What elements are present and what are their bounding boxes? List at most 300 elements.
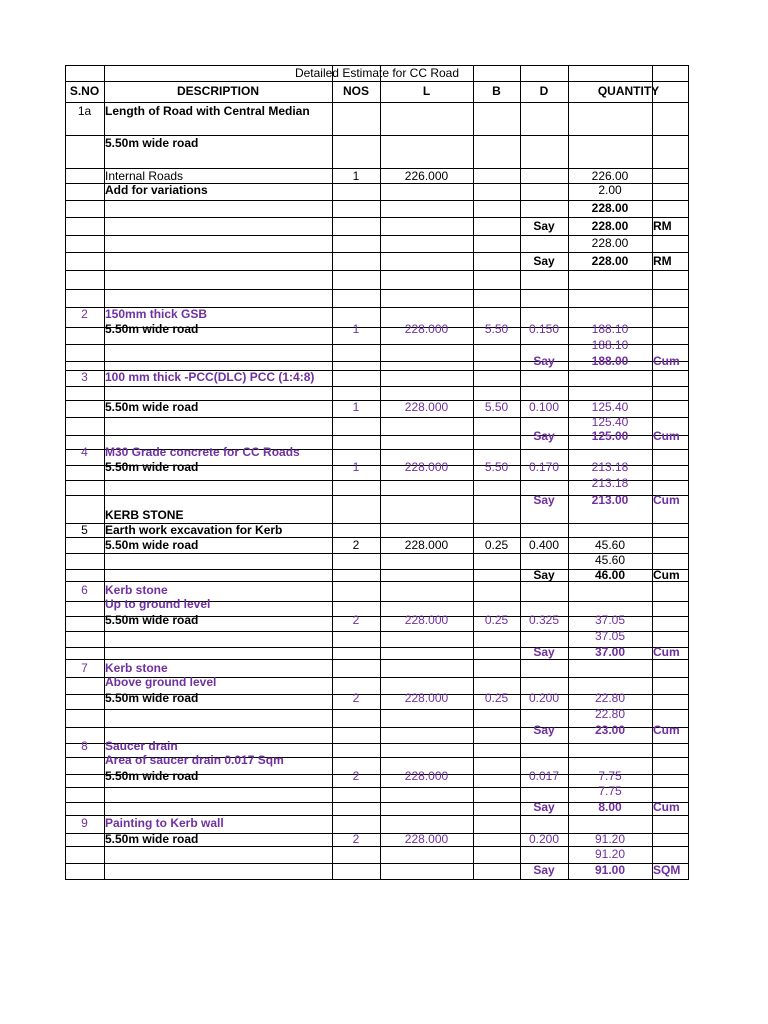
cell-quantity: 91.00 — [594, 863, 626, 877]
cell-d — [520, 847, 568, 861]
cell-quantity: 46.00 — [594, 568, 626, 582]
cell-unit — [653, 136, 688, 150]
cell-nos — [332, 800, 380, 814]
row-rule-14 — [65, 386, 689, 387]
cell-say: Say — [533, 219, 555, 233]
cell-quantity: 22.80 — [594, 691, 626, 705]
cell-d — [520, 661, 568, 675]
cell-b — [473, 183, 520, 197]
header-sno: S.NO — [69, 84, 100, 98]
cell-d — [520, 236, 568, 250]
cell-sno — [65, 201, 104, 215]
cell-sno — [65, 136, 104, 150]
cell-b — [473, 523, 520, 537]
cell-quantity — [568, 523, 652, 537]
cell-d — [520, 169, 568, 183]
cell-unit — [653, 400, 688, 414]
cell-nos — [332, 415, 380, 429]
cell-quantity: 7.75 — [598, 784, 622, 798]
cell-sno — [65, 707, 104, 721]
cell-nos — [332, 445, 380, 459]
cell-unit — [653, 784, 688, 798]
row-rule-7 — [65, 270, 689, 271]
header-l: L — [422, 84, 431, 98]
cell-description — [105, 415, 331, 429]
cell-l — [380, 354, 473, 368]
cell-quantity — [568, 136, 652, 150]
cell-sno — [65, 493, 104, 507]
cell-description: 5.50m wide road — [105, 538, 199, 552]
cell-nos — [332, 739, 380, 753]
cell-unit — [653, 769, 688, 783]
cell-sno — [65, 429, 104, 443]
cell-sno: 8 — [81, 739, 88, 753]
cell-description — [105, 800, 331, 814]
cell-unit — [653, 201, 688, 215]
cell-unit — [653, 523, 688, 537]
header-b: B — [492, 84, 501, 98]
cell-sno — [65, 863, 104, 877]
cell-quantity — [568, 370, 652, 384]
cell-quantity — [568, 753, 652, 767]
title-rule — [65, 81, 689, 82]
cell-quantity: 37.05 — [594, 613, 626, 627]
cell-unit — [653, 104, 688, 118]
cell-d — [520, 201, 568, 215]
cell-description: 5.50m wide road — [105, 460, 199, 474]
cell-say: Say — [533, 863, 555, 877]
cell-unit: Cum — [653, 493, 680, 507]
cell-description — [105, 723, 331, 737]
cell-description-line2: Up to ground level — [105, 597, 211, 611]
cell-b — [473, 832, 520, 846]
cell-sno — [65, 183, 104, 197]
cell-b: 5.50 — [484, 322, 509, 336]
cell-quantity: 37.00 — [594, 645, 626, 659]
cell-sno: 5 — [81, 523, 88, 537]
cell-l — [380, 338, 473, 352]
cell-d — [520, 784, 568, 798]
cell-d — [520, 707, 568, 721]
cell-d — [520, 739, 568, 753]
cell-quantity: 188.00 — [591, 354, 629, 368]
cell-quantity: 188.10 — [591, 338, 629, 352]
cell-l: 228.000 — [404, 691, 449, 705]
cell-l — [380, 629, 473, 643]
cell-quantity: 125.40 — [591, 415, 629, 429]
cell-unit — [653, 508, 688, 522]
cell-sno — [65, 800, 104, 814]
cell-sno — [65, 691, 104, 705]
cell-quantity: 23.00 — [594, 723, 626, 737]
cell-nos: 2 — [352, 691, 360, 705]
cell-b — [473, 508, 520, 522]
cell-description — [105, 784, 331, 798]
cell-l — [380, 661, 473, 675]
cell-description — [105, 847, 331, 861]
cell-description — [105, 707, 331, 721]
sheet-title: Detailed Estimate for CC Road — [294, 66, 460, 80]
cell-b — [473, 254, 520, 268]
cell-nos: 1 — [352, 460, 360, 474]
cell-nos — [332, 707, 380, 721]
cell-quantity: 226.00 — [591, 169, 629, 183]
header-d: D — [539, 84, 549, 98]
cell-unit: Cum — [653, 568, 680, 582]
cell-description — [105, 254, 331, 268]
cell-quantity: 228.00 — [591, 236, 629, 250]
cell-l — [380, 863, 473, 877]
cell-sno — [65, 723, 104, 737]
cell-nos: 2 — [352, 613, 360, 627]
row-rule-8 — [65, 289, 689, 290]
cell-l — [380, 583, 473, 597]
cell-description: Kerb stone — [105, 583, 168, 597]
cell-b — [473, 769, 520, 783]
cell-unit — [653, 583, 688, 597]
cell-description — [105, 201, 331, 215]
cell-say: Say — [533, 354, 555, 368]
cell-b — [473, 568, 520, 582]
cell-l — [380, 800, 473, 814]
header-rule — [65, 102, 689, 103]
cell-quantity: 37.05 — [594, 629, 626, 643]
cell-unit: Cum — [653, 429, 680, 443]
cell-description: Length of Road with Central Median — [105, 104, 310, 118]
cell-quantity: 8.00 — [598, 800, 622, 814]
cell-b — [473, 553, 520, 567]
cell-nos — [332, 370, 380, 384]
cell-l — [380, 847, 473, 861]
cell-b — [473, 493, 520, 507]
cell-quantity: 125.00 — [591, 429, 629, 443]
cell-l — [380, 370, 473, 384]
cell-say: Say — [533, 429, 555, 443]
cell-sno — [65, 415, 104, 429]
cell-d — [520, 583, 568, 597]
cell-l — [380, 645, 473, 659]
cell-nos: 1 — [352, 400, 360, 414]
cell-b — [473, 338, 520, 352]
cell-unit: Cum — [653, 800, 680, 814]
cell-description: 5.50m wide road — [105, 136, 199, 150]
cell-nos — [332, 583, 380, 597]
cell-nos — [332, 338, 380, 352]
cell-b — [473, 169, 520, 183]
cell-sno — [65, 322, 104, 336]
cell-b — [473, 661, 520, 675]
cell-sno — [65, 769, 104, 783]
cell-nos — [332, 568, 380, 582]
cell-b — [473, 847, 520, 861]
cell-l: 226.000 — [404, 169, 449, 183]
cell-b — [473, 445, 520, 459]
cell-l: 228.000 — [404, 832, 449, 846]
cell-unit — [653, 832, 688, 846]
cell-quantity: 45.60 — [594, 538, 626, 552]
cell-sno — [65, 254, 104, 268]
cell-l: 228.000 — [404, 322, 449, 336]
cell-b — [473, 800, 520, 814]
cell-l — [380, 201, 473, 215]
cell-quantity — [568, 104, 652, 118]
cell-unit — [653, 445, 688, 459]
cell-d — [520, 445, 568, 459]
cell-b — [473, 816, 520, 830]
cell-quantity: 213.18 — [591, 476, 629, 490]
cell-d — [520, 104, 568, 118]
cell-l: 228.000 — [404, 400, 449, 414]
cell-nos — [332, 429, 380, 443]
cell-description — [105, 568, 331, 582]
cell-unit — [653, 753, 688, 767]
cell-quantity: 91.20 — [594, 832, 626, 846]
cell-say: Say — [533, 493, 555, 507]
cell-d: 0.200 — [528, 832, 560, 846]
cell-unit — [653, 307, 688, 321]
cell-l — [380, 753, 473, 767]
cell-d — [520, 136, 568, 150]
cell-nos — [332, 354, 380, 368]
cell-nos — [332, 753, 380, 767]
cell-quantity — [568, 508, 652, 522]
cell-description — [105, 219, 331, 233]
cell-d — [520, 816, 568, 830]
cell-b — [473, 219, 520, 233]
cell-b: 5.50 — [484, 460, 509, 474]
cell-description: 5.50m wide road — [105, 613, 199, 627]
header-quantity: QUANTITY — [597, 84, 660, 98]
cell-description: 5.50m wide road — [105, 769, 199, 783]
cell-description: 100 mm thick -PCC(DLC) PCC (1:4:8) — [105, 370, 315, 384]
cell-unit — [653, 629, 688, 643]
cell-say: Say — [533, 568, 555, 582]
cell-l — [380, 816, 473, 830]
cell-nos — [332, 847, 380, 861]
cell-sno: 3 — [81, 370, 88, 384]
cell-b — [473, 429, 520, 443]
cell-description — [105, 338, 331, 352]
cell-l — [380, 568, 473, 582]
header-nos: NOS — [342, 84, 369, 98]
cell-unit — [653, 661, 688, 675]
cell-description: 5.50m wide road — [105, 400, 199, 414]
cell-description — [105, 429, 331, 443]
cell-description: 5.50m wide road — [105, 322, 199, 336]
cell-b — [473, 707, 520, 721]
cell-l — [380, 445, 473, 459]
cell-nos — [332, 723, 380, 737]
cell-nos — [332, 183, 380, 197]
cell-nos — [332, 553, 380, 567]
cell-sno: 9 — [81, 816, 88, 830]
cell-l — [380, 415, 473, 429]
cell-sno — [65, 169, 104, 183]
cell-description: Kerb stone — [105, 661, 168, 675]
cell-unit — [653, 538, 688, 552]
cell-d — [520, 307, 568, 321]
cell-quantity — [568, 816, 652, 830]
cell-sno — [65, 354, 104, 368]
cell-l — [380, 136, 473, 150]
cell-l — [380, 104, 473, 118]
cell-b — [473, 723, 520, 737]
cell-description — [105, 629, 331, 643]
cell-description — [105, 553, 331, 567]
cell-unit: Cum — [653, 354, 680, 368]
cell-sno — [65, 847, 104, 861]
estimate-sheet — [65, 65, 689, 880]
cell-sno: 6 — [81, 583, 88, 597]
cell-b — [473, 370, 520, 384]
cell-d — [520, 415, 568, 429]
cell-l: 228.000 — [404, 460, 449, 474]
cell-description-line2: Above ground level — [105, 675, 217, 689]
cell-nos — [332, 307, 380, 321]
cell-l: 228.000 — [404, 769, 449, 783]
cell-nos — [332, 629, 380, 643]
cell-b — [473, 307, 520, 321]
cell-l: 228.000 — [404, 613, 449, 627]
cell-b — [473, 784, 520, 798]
cell-nos: 2 — [352, 769, 360, 783]
cell-nos — [332, 661, 380, 675]
cell-quantity: 188.10 — [591, 322, 629, 336]
cell-description: 150mm thick GSB — [105, 307, 208, 321]
cell-unit: RM — [653, 219, 672, 233]
cell-quantity: 7.75 — [598, 769, 622, 783]
cell-say: Say — [533, 254, 555, 268]
cell-quantity — [568, 739, 652, 753]
cell-unit — [653, 460, 688, 474]
cell-description — [105, 863, 331, 877]
cell-unit — [653, 613, 688, 627]
cell-unit — [653, 847, 688, 861]
cell-sno — [65, 219, 104, 233]
cell-sno — [65, 753, 104, 767]
cell-d: 0.200 — [528, 691, 560, 705]
cell-description: 5.50m wide road — [105, 691, 199, 705]
cell-b: 0.25 — [484, 613, 509, 627]
cell-l — [380, 784, 473, 798]
cell-unit — [653, 236, 688, 250]
cell-sno: 2 — [81, 307, 88, 321]
cell-description: 5.50m wide road — [105, 832, 199, 846]
cell-unit — [653, 415, 688, 429]
cell-nos — [332, 104, 380, 118]
cell-sno — [65, 338, 104, 352]
cell-l — [380, 739, 473, 753]
cell-say: Say — [533, 800, 555, 814]
cell-sno — [65, 568, 104, 582]
cell-d: 0.170 — [528, 460, 560, 474]
cell-d: 0.100 — [528, 400, 560, 414]
cell-sno — [65, 553, 104, 567]
cell-sno — [65, 236, 104, 250]
cell-quantity — [568, 307, 652, 321]
cell-sno — [65, 645, 104, 659]
cell-quantity — [568, 661, 652, 675]
cell-nos: 1 — [352, 322, 360, 336]
cell-l — [380, 508, 473, 522]
cell-l — [380, 254, 473, 268]
cell-sno: 1a — [77, 104, 92, 118]
cell-sno — [65, 538, 104, 552]
cell-nos — [332, 254, 380, 268]
cell-quantity — [568, 583, 652, 597]
cell-unit — [653, 816, 688, 830]
cell-nos: 2 — [352, 832, 360, 846]
cell-description: M30 Grade concrete for CC Roads — [105, 445, 300, 459]
header-description: DESCRIPTION — [176, 84, 259, 98]
cell-sno — [65, 476, 104, 490]
cell-b — [473, 236, 520, 250]
cell-nos — [332, 476, 380, 490]
cell-l — [380, 707, 473, 721]
cell-l — [380, 476, 473, 490]
cell-nos — [332, 523, 380, 537]
cell-quantity: 228.00 — [591, 201, 629, 215]
cell-d — [520, 476, 568, 490]
cell-b: 5.50 — [484, 400, 509, 414]
cell-b — [473, 583, 520, 597]
cell-nos — [332, 136, 380, 150]
cell-description — [105, 354, 331, 368]
row-rule-6 — [65, 252, 689, 253]
cell-nos — [332, 863, 380, 877]
cell-nos — [332, 816, 380, 830]
cell-l — [380, 553, 473, 567]
cell-description: Painting to Kerb wall — [105, 816, 224, 830]
cell-b — [473, 863, 520, 877]
cell-d — [520, 629, 568, 643]
cell-b — [473, 739, 520, 753]
cell-sno: 7 — [81, 661, 88, 675]
cell-sno — [65, 629, 104, 643]
cell-quantity: 125.40 — [591, 400, 629, 414]
cell-quantity — [568, 445, 652, 459]
cell-unit: RM — [653, 254, 672, 268]
cell-sno — [65, 613, 104, 627]
cell-description: Internal Roads — [105, 169, 184, 183]
cell-b — [473, 629, 520, 643]
cell-d: 0.017 — [528, 769, 560, 783]
cell-unit — [653, 707, 688, 721]
cell-sno — [65, 460, 104, 474]
cell-description — [105, 236, 331, 250]
cell-description: Saucer drain — [105, 739, 178, 753]
cell-l — [380, 307, 473, 321]
cell-sno — [65, 784, 104, 798]
cell-quantity: 2.00 — [598, 183, 622, 197]
cell-b — [473, 753, 520, 767]
cell-unit — [653, 322, 688, 336]
cell-quantity: 228.00 — [591, 254, 629, 268]
cell-b — [473, 645, 520, 659]
cell-quantity: 228.00 — [591, 219, 629, 233]
row-rule-4 — [65, 217, 689, 218]
cell-b — [473, 201, 520, 215]
cell-sno: 4 — [81, 445, 88, 459]
cell-d — [520, 338, 568, 352]
cell-quantity: 213.00 — [591, 493, 629, 507]
cell-l — [380, 493, 473, 507]
cell-d: 0.325 — [528, 613, 560, 627]
cell-l: 228.000 — [404, 538, 449, 552]
cell-quantity: 45.60 — [594, 553, 626, 567]
cell-d — [520, 523, 568, 537]
cell-d: 0.150 — [528, 322, 560, 336]
